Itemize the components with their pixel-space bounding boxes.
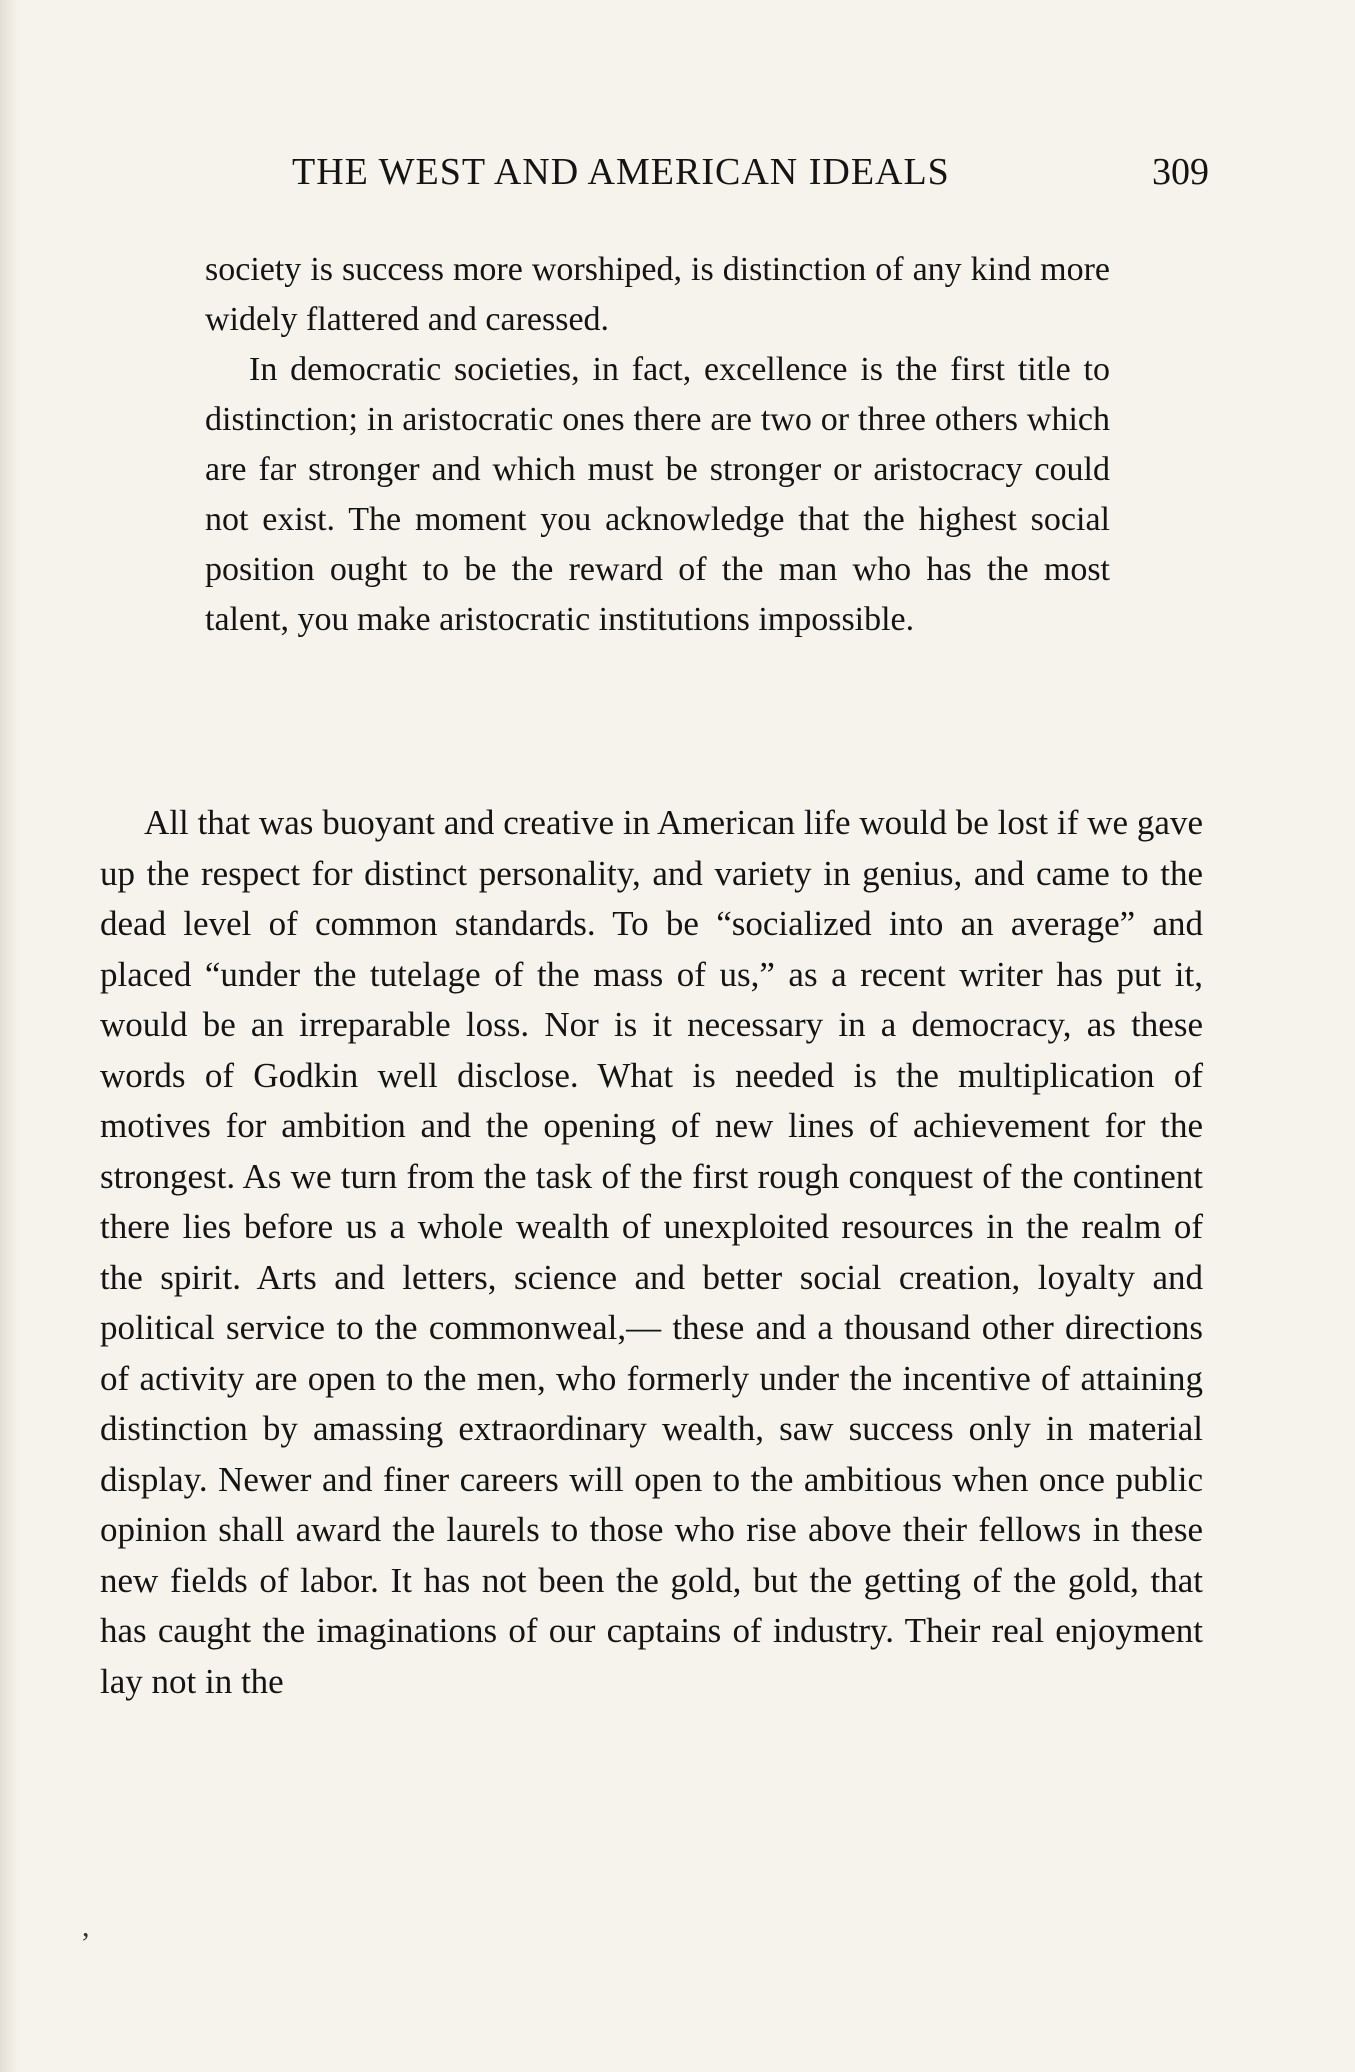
body-text [100,798,1203,1707]
page-gutter-edge [0,0,18,2072]
running-head-title: THE WEST AND AMERICAN IDEALS [292,151,950,193]
margin-speck-mark: , [82,1910,90,1943]
quote-paragraph-1: society is success more worshiped, is distinction of any kind more widely flattered and caressed. [205,251,1110,338]
running-head [0,150,1355,210]
page-number: 309 [1152,151,1209,193]
quote-paragraph-2: In democratic societies, in fact, excellence is the first title to distinction; in aristocratic ones there are two or three others which are far stronger and which must be stronger or aristocracy could not exist. The moment you acknowledge that the highest social position ought to be the reward of the man who has the most talent, you make aristocratic institutions impossible. [205,351,1110,638]
block-quote [205,245,1110,645]
body-paragraph: All that was buoyant and creative in American life would be lost if we gave up the respect for distinct personality, and variety in genius, and came to the dead level of common standards. To be “socialized into an average” and placed “under the tutelage of the mass of us,” as a recent writer has put it, would be an irreparable loss. Nor is it necessary in a democracy, as these words of Godkin well disclose. What is needed is the multiplication of motives for ambition and the opening of new lines of achievement for the strongest. As we turn from the task of the first rough conquest of the continent there lies before us a whole wealth of unexploited resources in the realm of the spirit. Arts and letters, science and better social creation, loyalty and political service to the commonweal,— these and a thousand other directions of activity are open to the men, who formerly under the incentive of attaining distinction by amassing extraordinary wealth, saw success only in material display. Newer and finer careers will open to the ambitious when once public opinion shall award the laurels to those who rise above their fellows in these new fields of labor. It has not been the gold, but the getting of the gold, that has caught the imaginations of our captains of industry. Their real enjoyment lay not in the [100,803,1203,1701]
